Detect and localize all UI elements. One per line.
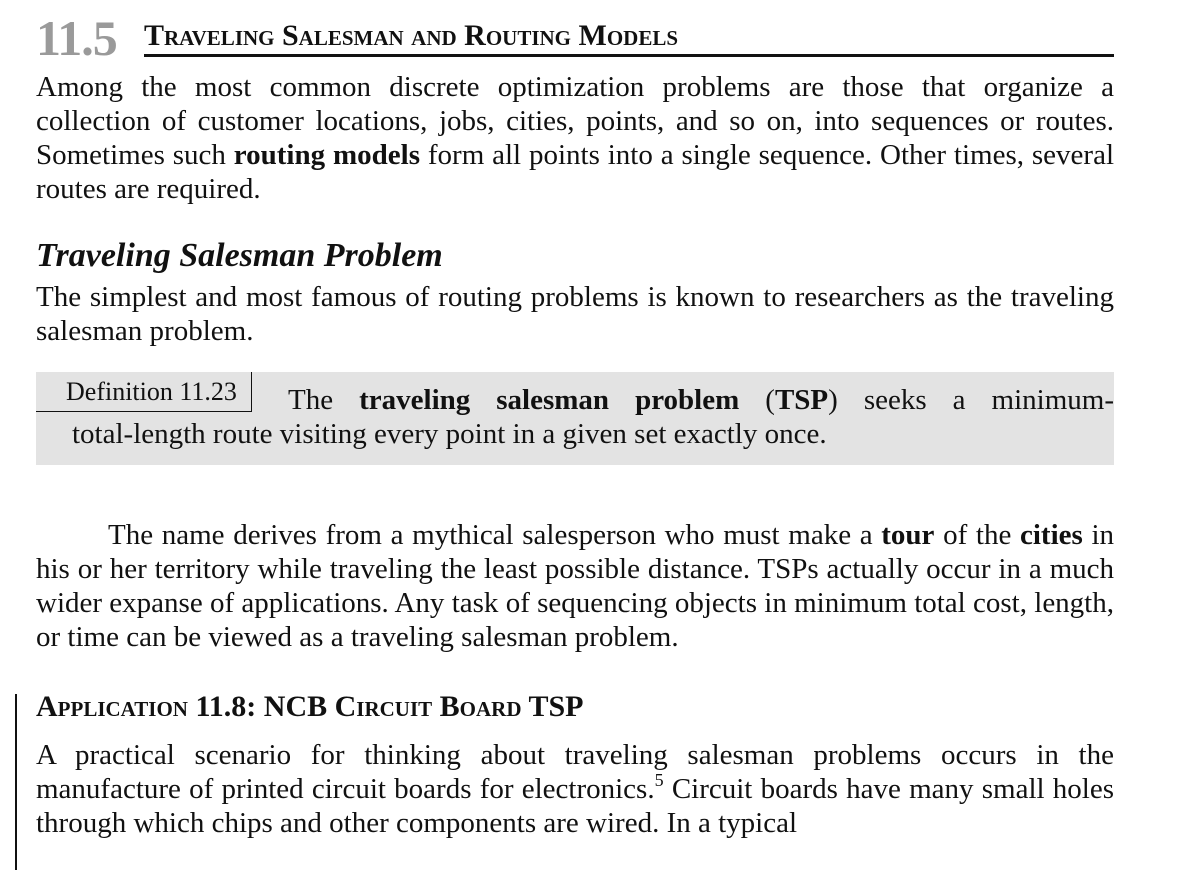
definition-box (36, 372, 1114, 465)
name-text-3: in his or her territory while traveling the least possible distance. TSPs actually occur in a much wider expanse of applications. Any task of sequencing objects in minimum total cost, length, or time can be viewed as a traveling salesman problem. (36, 519, 1115, 653)
tsp-intro-paragraph: The simplest and most famous of routing problems is known to researchers as the traveling salesman problem. (36, 281, 1114, 347)
name-paragraph (36, 518, 1114, 654)
name-bold-cities: cities (1019, 519, 1083, 551)
intro-bold-term: routing models (233, 139, 420, 171)
application-title: Application 11.8: NCB Circuit Board TSP (36, 690, 584, 723)
name-text-1: The name derives from a mythical salesperson who must make a (108, 519, 882, 551)
footnote-marker: 5 (654, 770, 664, 790)
section-number: 11.5 (36, 10, 117, 66)
definition-bold-term: traveling salesman problem (359, 384, 740, 416)
section-heading (36, 0, 1114, 66)
intro-paragraph (36, 70, 1114, 206)
definition-bold-abbrev: TSP (774, 384, 829, 416)
name-text-2: of the (934, 519, 1020, 551)
definition-label: Definition 11.23 (36, 372, 252, 412)
definition-line-2: total-length route visiting every point in a given set exactly once. (72, 418, 827, 450)
intro-text-2: form all points into a single sequence. Other times, several routes are required. (36, 139, 1114, 205)
section-title: Traveling Salesman and Routing Models (144, 20, 1114, 57)
subsection-title: Traveling Salesman Problem (36, 237, 443, 274)
definition-text-3: ) seeks a minimum- (828, 384, 1114, 416)
definition-text-1: The (288, 384, 360, 416)
application-paragraph (36, 738, 1114, 840)
intro-text-1: Among the most common discrete optimization problems are those that organize a collection of customer locations, jobs, cities, points, and so on, into sequences or routes. Sometimes such (36, 71, 1114, 171)
name-bold-tour: tour (881, 519, 935, 551)
definition-text-2: ( (739, 384, 775, 416)
application-text-1: A practical scenario for thinking about traveling salesman problems occurs in the manufacture of printed circuit boards for electronics. (36, 739, 1114, 805)
application-text-2: Circuit boards have many small holes through which chips and other components are wired. In a typical (36, 773, 1114, 839)
page (36, 0, 1114, 840)
application-block (36, 690, 1114, 840)
application-margin-bar (15, 694, 17, 870)
